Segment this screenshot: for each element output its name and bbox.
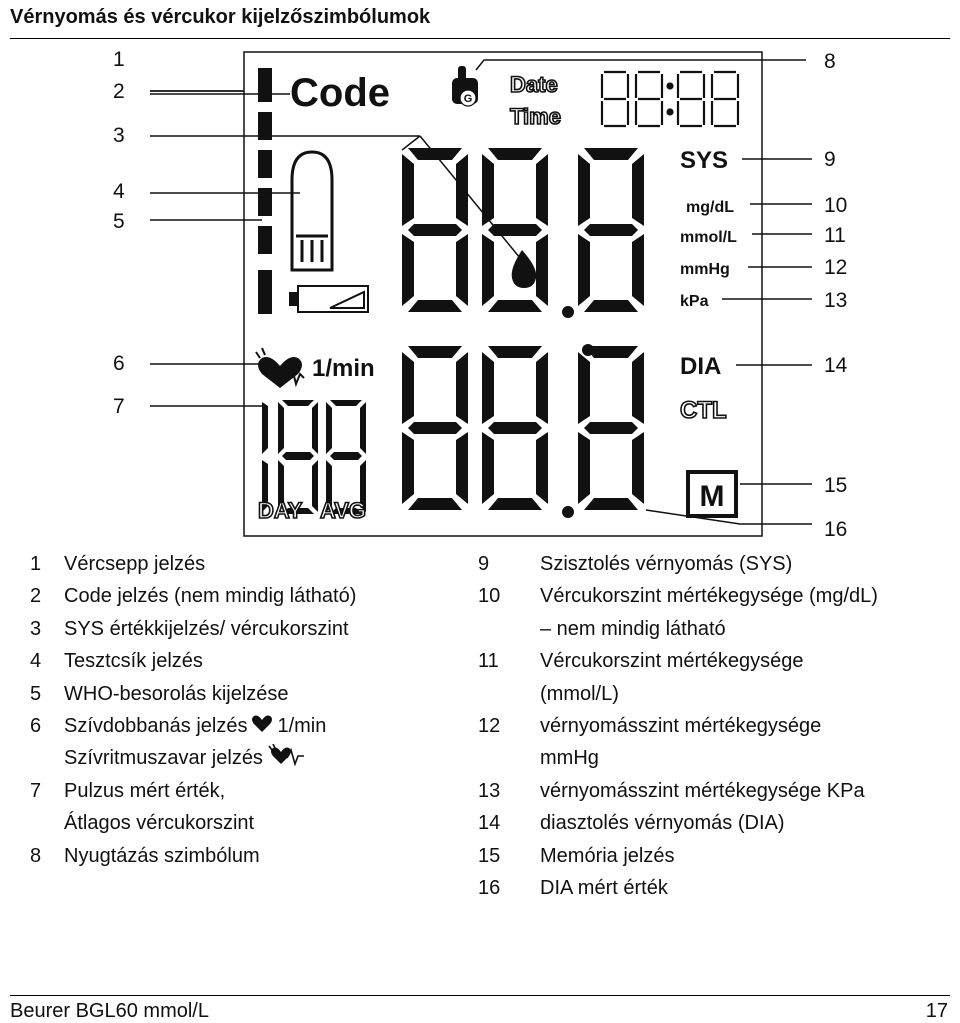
- legend-row: mmHg: [540, 747, 599, 770]
- legend-row: 7 Pulzus mért érték,: [30, 779, 226, 802]
- footer-product: Beurer BGL60 mmol/L: [10, 1000, 209, 1022]
- legend-row: 15 Memória jelzés: [478, 844, 675, 867]
- kpa-label: kPa: [680, 293, 709, 310]
- mgdl-label: mg/dL: [686, 199, 734, 216]
- callout-3: 3: [113, 124, 125, 147]
- legend-left: [30, 548, 460, 872]
- pulse-unit-label: 1/min: [312, 355, 375, 382]
- legend-row: 10 Vércukorszint mértékegysége (mg/dL): [478, 585, 878, 608]
- mmhg-label: mmHg: [680, 261, 730, 278]
- callout-1: 1: [113, 48, 125, 71]
- legend-row: Szívritmuszavar jelzés: [30, 742, 460, 774]
- g-letter: G: [463, 93, 473, 105]
- time-label: Time: [510, 104, 561, 129]
- mmoll-label: mmol/L: [680, 229, 737, 246]
- legend-row: 8 Nyugtázás szimbólum: [30, 844, 260, 867]
- lcd-symbol-diagram: [0, 40, 960, 550]
- callout-2: 2: [113, 80, 125, 103]
- callout-14: 14: [824, 354, 848, 377]
- legend-row: 1 Vércsepp jelzés: [30, 553, 206, 575]
- legend-row: 16 DIA mért érték: [478, 877, 668, 900]
- callout-15: 15: [824, 474, 848, 497]
- day-label: DAY: [258, 498, 303, 523]
- legend-row: 12 vérnyomásszint mértékegysége: [478, 715, 822, 738]
- legend-row: – nem mindig látható: [540, 617, 726, 640]
- callout-11: 11: [824, 224, 846, 247]
- sys-label: SYS: [680, 147, 729, 174]
- footer-rule: [10, 995, 950, 996]
- svg-text:M: M: [699, 480, 725, 513]
- heart-icon: [251, 714, 273, 734]
- legend-row: 13 vérnyomásszint mértékegysége KPa: [478, 779, 865, 802]
- legend-row: 9 Szisztolés vérnyomás (SYS): [478, 553, 793, 575]
- arrhythmia-heart-icon: [267, 744, 307, 766]
- code-label: Code: [290, 71, 390, 115]
- page-number: 17: [925, 1000, 948, 1022]
- callout-13: 13: [824, 289, 848, 312]
- date-label: Date: [510, 72, 558, 97]
- header-rule: [10, 38, 950, 39]
- legend-row: Átlagos vércukorszint: [64, 812, 255, 835]
- callout-10: 10: [824, 194, 848, 217]
- legend-row: 4 Tesztcsík jelzés: [30, 650, 203, 673]
- legend-row: 6 Szívdobbanás jelzés 1/min: [30, 715, 327, 738]
- callout-12: 12: [824, 256, 848, 279]
- legend-row: (mmol/L): [540, 682, 619, 705]
- legend-row: 3 SYS értékkijelzés/ vércukorszint: [30, 617, 349, 640]
- callout-9: 9: [824, 148, 836, 171]
- page-title: Vérnyomás és vércukor kijelzőszimbólumok: [10, 6, 431, 28]
- legend-row: 14 diasztolés vérnyomás (DIA): [478, 812, 785, 835]
- callout-16: 16: [824, 518, 848, 541]
- avg-label: AVG: [320, 498, 367, 523]
- legend-right: [478, 548, 948, 904]
- callout-4: 4: [113, 180, 125, 203]
- callout-6: 6: [113, 352, 125, 375]
- legend-row: 5 WHO-besorolás kijelzése: [30, 682, 289, 705]
- legend-row: 2 Code jelzés (nem mindig látható): [30, 585, 357, 608]
- dia-label: DIA: [680, 353, 722, 380]
- callout-7: 7: [113, 395, 125, 418]
- legend-row: 11 Vércukorszint mértékegysége: [478, 650, 804, 673]
- callout-8: 8: [824, 50, 836, 73]
- callout-5: 5: [113, 210, 125, 233]
- ctl-label: CTL: [680, 397, 727, 424]
